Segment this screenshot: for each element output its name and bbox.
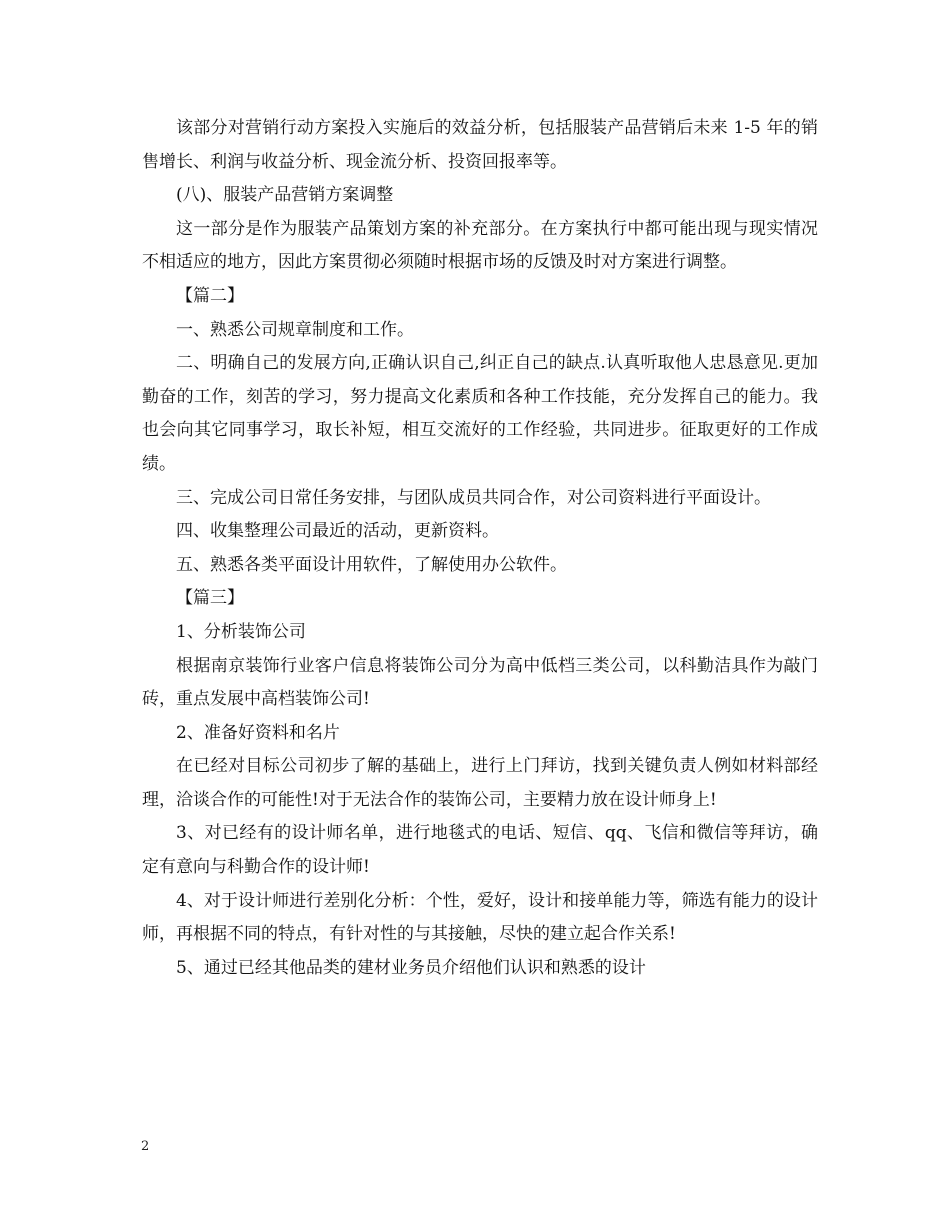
list-item-5: 五、熟悉各类平面设计用软件，了解使用办公软件。: [176, 554, 567, 575]
step-4: 4、对于设计师进行差别化分析：个性，爱好，设计和接单能力等，筛选有能力的设计师，再根据不同的特点，有针对性的与其接触，尽快的建立起合作关系!: [142, 890, 818, 945]
section-heading-part-two: 【篇二】: [176, 285, 244, 306]
list-item-3: 三、完成公司日常任务安排，与团队成员共同合作，对公司资料进行平面设计。: [176, 487, 771, 508]
section-heading-part-three: 【篇三】: [176, 588, 244, 609]
paragraph-benefit-analysis: 该部分对营销行动方案投入实施后的效益分析，包括服装产品营销后未来 1-5 年的销售增长、利润与收益分析、现金流分析、投资回报率等。: [142, 118, 818, 172]
paragraph-adjustment: 这一部分是作为服装产品策划方案的补充部分。在方案执行中都可能出现与现实情况不相适应的地方，因此方案贯彻必须随时根据市场的反馈及时对方案进行调整。: [142, 218, 818, 273]
step-1-body: 根据南京装饰行业客户信息将装饰公司分为高中低档三类公司，以科勤洁具作为敲门砖，重点发展中高档装饰公司!: [142, 655, 818, 710]
step-1-heading: 1、分析装饰公司: [176, 621, 306, 642]
step-2-heading: 2、准备好资料和名片: [176, 722, 340, 743]
list-item-2: 二、明确自己的发展方向,正确认识自己,纠正自己的缺点.认真听取他人忠恳意见.更加勤奋的工作，刻苦的学习，努力提高文化素质和各种工作技能，充分发挥自己的能力。我也会向其它同事学习，取长补短，相互交流好的工作经验，共同进步。征取更好的工作成绩。: [142, 353, 818, 474]
step-2-body: 在已经对目标公司初步了解的基础上，进行上门拜访，找到关键负责人例如材料部经理，洽谈合作的可能性!对于无法合作的装饰公司，主要精力放在设计师身上!: [142, 756, 818, 810]
document-body: [142, 112, 818, 985]
list-item-1: 一、熟悉公司规章制度和工作。: [176, 319, 414, 340]
section-heading-adjustment: (八)、服装产品营销方案调整: [176, 185, 394, 206]
list-item-4: 四、收集整理公司最近的活动，更新资料。: [176, 521, 499, 542]
step-5: 5、通过已经其他品类的建材业务员介绍他们认识和熟悉的设计: [176, 957, 646, 978]
page-number: 2: [141, 1139, 150, 1154]
step-3: 3、对已经有的设计师名单，进行地毯式的电话、短信、qq、飞信和微信等拜访，确定有意向与科勤合作的设计师!: [142, 823, 818, 878]
